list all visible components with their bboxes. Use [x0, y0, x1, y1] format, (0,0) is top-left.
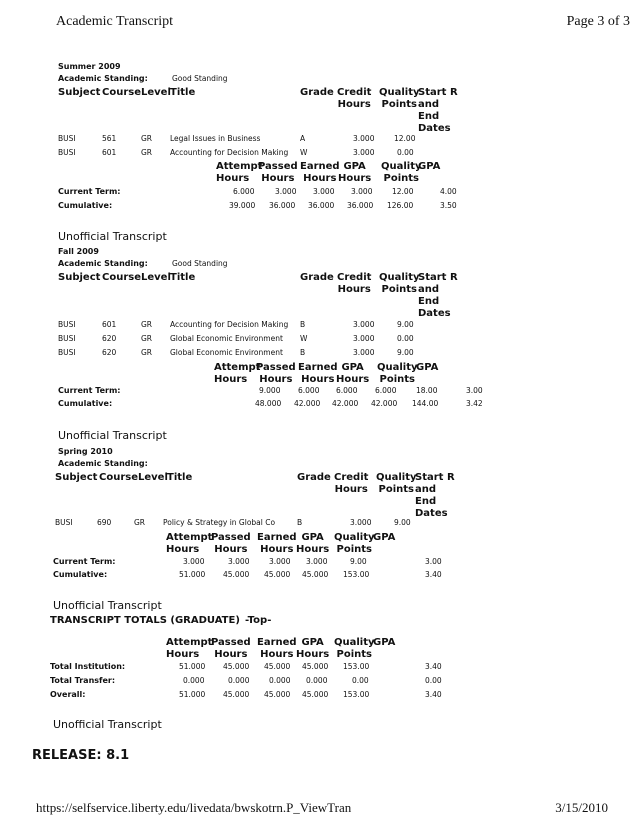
col-passed-hours: Passed Hours	[258, 161, 298, 184]
col-credit-hours: Credit Hours	[337, 87, 372, 110]
col-gpa-hours: GPA Hours	[296, 532, 330, 555]
col-credit-hours: Credit Hours	[334, 472, 369, 495]
footer-url: https://selfservice.liberty.edu/livedata/bwskotrn.P_ViewTran	[36, 800, 352, 815]
col-course: Course	[102, 272, 141, 283]
col-attempt-hours: Attempt Hours	[214, 362, 261, 385]
col-grade: Grade	[300, 87, 334, 98]
col-gpa-hours: GPA Hours	[296, 637, 330, 660]
col-quality-points: Quality Points	[377, 362, 418, 385]
col-gpa: GPA	[373, 637, 396, 648]
col-title: Title	[167, 472, 193, 483]
academic-standing-value: Good Standing	[172, 74, 228, 83]
col-subject: Subject	[55, 472, 98, 483]
transcript-totals-title: TRANSCRIPT TOTALS (GRADUATE)	[50, 615, 240, 626]
col-quality-points: Quality Points	[376, 472, 417, 495]
col-course: Course	[102, 87, 141, 98]
col-attempt-hours: Attempt Hours	[166, 532, 213, 555]
col-level: Level	[138, 472, 168, 483]
top-link[interactable]: -Top-	[245, 615, 272, 626]
unofficial-transcript-note: Unofficial Transcript	[58, 230, 167, 243]
col-passed-hours: Passed Hours	[256, 362, 296, 385]
col-passed-hours: Passed Hours	[211, 637, 251, 660]
col-title: Title	[170, 87, 196, 98]
academic-standing-label: Academic Standing:	[58, 259, 148, 268]
release-version: RELEASE: 8.1	[32, 748, 130, 763]
col-start-end-dates: Start R and End Dates	[418, 87, 458, 134]
col-passed-hours: Passed Hours	[211, 532, 251, 555]
col-earned-hours: Earned Hours	[300, 161, 340, 184]
col-level: Level	[141, 87, 171, 98]
col-credit-hours: Credit Hours	[337, 272, 372, 295]
academic-standing-label: Academic Standing:	[58, 459, 148, 468]
term-name: Spring 2010	[58, 447, 113, 456]
col-quality-points: Quality Points	[379, 87, 420, 110]
col-level: Level	[141, 272, 171, 283]
unofficial-transcript-note: Unofficial Transcript	[53, 599, 162, 612]
col-grade: Grade	[297, 472, 331, 483]
academic-standing-value: Good Standing	[172, 259, 228, 268]
col-gpa-hours: GPA Hours	[336, 362, 370, 385]
academic-standing-label: Academic Standing:	[58, 74, 148, 83]
col-quality-points: Quality Points	[379, 272, 420, 295]
col-subject: Subject	[58, 87, 101, 98]
col-earned-hours: Earned Hours	[257, 637, 297, 660]
col-earned-hours: Earned Hours	[298, 362, 338, 385]
col-earned-hours: Earned Hours	[257, 532, 297, 555]
term-name: Summer 2009	[58, 62, 121, 71]
col-quality-points: Quality Points	[381, 161, 422, 184]
page-header-title: Academic Transcript	[56, 14, 174, 29]
col-attempt-hours: Attempt Hours	[166, 637, 213, 660]
col-gpa-hours: GPA Hours	[338, 161, 372, 184]
col-gpa: GPA	[416, 362, 439, 373]
footer-date: 3/15/2010	[555, 800, 608, 815]
unofficial-transcript-note: Unofficial Transcript	[58, 429, 167, 442]
col-subject: Subject	[58, 272, 101, 283]
col-grade: Grade	[300, 272, 334, 283]
page-number: Page 3 of 3	[566, 14, 630, 29]
col-course: Course	[99, 472, 138, 483]
term-name: Fall 2009	[58, 247, 99, 256]
col-gpa: GPA	[418, 161, 441, 172]
col-quality-points: Quality Points	[334, 637, 375, 660]
col-start-end-dates: Start R and End Dates	[418, 272, 458, 319]
col-start-end-dates: Start R and End Dates	[415, 472, 455, 519]
col-gpa: GPA	[373, 532, 396, 543]
col-quality-points: Quality Points	[334, 532, 375, 555]
col-title: Title	[170, 272, 196, 283]
col-attempt-hours: Attempt Hours	[216, 161, 263, 184]
unofficial-transcript-note: Unofficial Transcript	[53, 718, 162, 731]
